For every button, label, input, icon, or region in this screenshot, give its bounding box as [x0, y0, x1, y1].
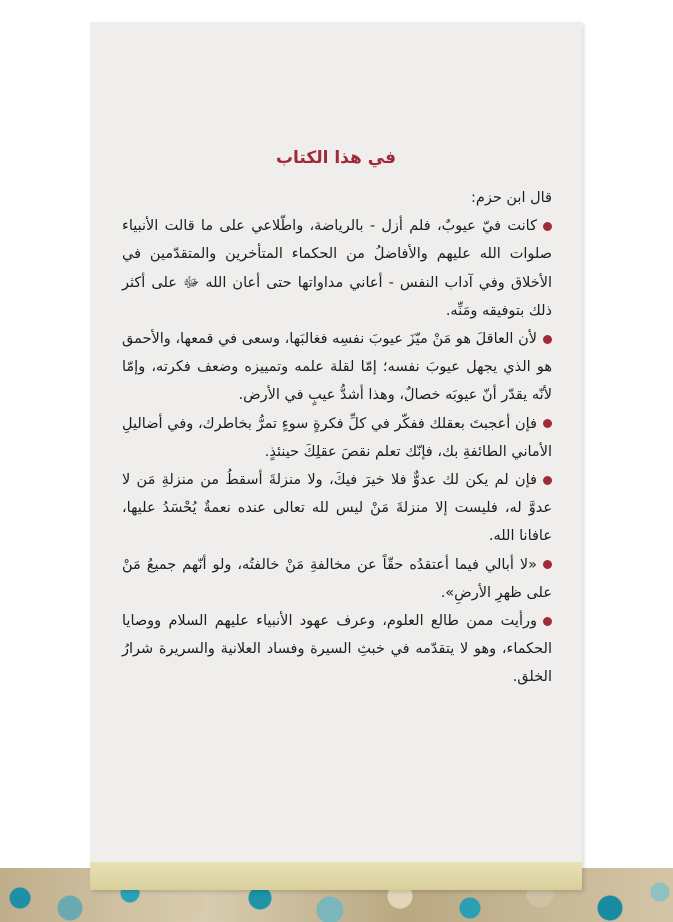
paragraph-6: ورأيت ممن طالع العلوم، وعرف عهود الأنبياء عليهم السلام ووصايا الحكماء، وهو لا يتقدّمه في خبثِ السيرة وفساد العلانية والسريرة شرارُ الخلق.	[122, 613, 552, 686]
bullet-icon	[543, 335, 552, 344]
bullet-icon	[543, 222, 552, 231]
page-edge	[90, 862, 582, 890]
paragraph-2: لأن العاقلَ هو مَنْ ميّزَ عيوبَ نفسِه فغالبَها، وسعى في قمعها، والأحمق هو الذي يجهل عيوبَ نفسه؛ إمّا لقلة علمه وتمييزه وضعف فكرته، وإمّا لأنّه يقدّر أنّ عيوبَه خصالٌ، وهذا أشدُّ عيبٍ في الأرض.	[122, 331, 552, 404]
paragraph-4: فإن لم يكن لك عدوٌّ فلا خيرَ فيكَ، ولا منزلةَ أسقطُ من منزلةِ مَن لا عدوَّ له، فليست إلا منزلةَ مَنْ ليس لله تعالى عنده نعمةٌ يُحْسَدُ عليها، عافانا الله.	[122, 472, 552, 545]
bullet-icon	[543, 617, 552, 626]
paragraph-1: كانت فيّ عيوبٌ، فلم أزل - بالرياضة، واطّلاعي على ما قالت الأنبياء صلوات الله عليهم والأفاضلُ من الحكماء المتأخرين والمتقدّمين في الأخلاق وفي آداب النفس - أعاني مداواتها حتى أعان الله ﷻ على أكثر ذلك بتوفيقه ومَنِّه.	[122, 218, 552, 319]
bullet-icon	[543, 476, 552, 485]
section-title: في هذا الكتاب	[275, 148, 397, 168]
paragraph-5: «لا أبالي فيما أعتقدُه حقّاً عن مخالفةِ مَنْ خالفتُه، ولو أنّهم جميعُ مَنْ على ظهرِ الأرضِ».	[122, 556, 552, 601]
paragraph-3: فإن أعجبتَ بعقلك ففكّر في كلِّ فكرةٍ سوءٍ تمرُّ بخاطرك، وفي أضاليلِ الأماني الطائفةِ بك، فإنّك تعلم نقصَ عقلِكَ حينئذٍ.	[122, 415, 552, 460]
bullet-icon	[543, 560, 552, 569]
bullet-icon	[543, 419, 552, 428]
intro-line: قال ابن حزم:	[470, 190, 552, 206]
page-text	[122, 184, 552, 692]
